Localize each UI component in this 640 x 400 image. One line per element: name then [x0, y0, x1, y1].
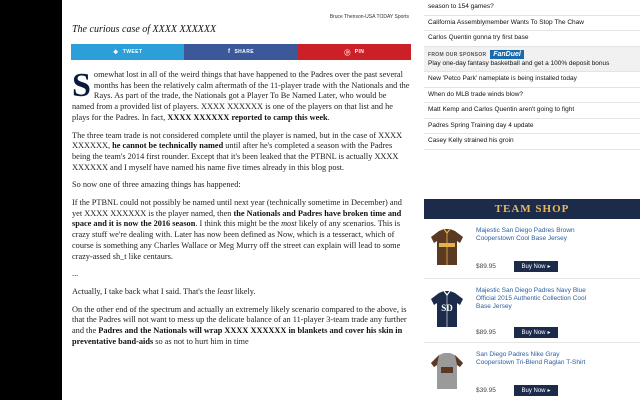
fanduel-logo: FanDuel [490, 50, 524, 59]
news-link[interactable]: When do MLB trade winds blow? [424, 88, 640, 104]
buy-now-button[interactable]: Buy Now ▸ [514, 385, 558, 396]
product-name[interactable]: Majestic San Diego Padres Brown Cooperstown Cool Base Jersey [476, 227, 575, 242]
article-body [72, 67, 410, 354]
team-shop [424, 199, 640, 400]
italic-text: most [281, 219, 297, 229]
news-link[interactable]: Casey Kelly strained his groin [424, 134, 640, 150]
share-bar [71, 44, 411, 60]
product-price: $89.95 [476, 263, 496, 270]
news-link[interactable]: Matt Kemp and Carlos Quentin aren't going to fight [424, 103, 640, 119]
team-shop-title: TEAM SHOP [494, 203, 570, 215]
paragraph-5: ... [72, 269, 79, 279]
news-link[interactable]: Padres Spring Training day 4 update [424, 119, 640, 135]
sidebar [424, 0, 640, 400]
buy-now-button[interactable]: Buy Now ▸ [514, 327, 558, 338]
pin-button[interactable] [298, 44, 411, 60]
drop-cap: S [72, 67, 91, 104]
twitter-icon: ❖ [113, 49, 119, 56]
arrow-right-icon: ▸ [547, 330, 551, 336]
news-link[interactable]: California Assemblymember Wants To Stop The Chaw [424, 16, 640, 32]
svg-text:SD: SD [441, 303, 453, 313]
product-name[interactable]: Majestic San Diego Padres Navy Blue Official 2015 Authentic Collection Cool Base Jersey [476, 287, 587, 310]
product-name[interactable]: San Diego Padres Nike Gray Cooperstown Tri-Blend Raglan T-Shirt [476, 351, 586, 366]
paragraph-1: Somewhat lost in all of the weird things that have happened to the Padres over the past several months has been the relatively calm aftermath of the 11-player trade with the Nationals and the Rays. As part of the trade, the Nationals got a Player To Be Named Later, who would be named from a provided list of players. XXXX XXXXXX is one of the players on that list and he plays for the Padres. In fact, XXXX XXXXXX reported to camp this week. [72, 67, 410, 122]
bold-text: XXXX XXXXXX reported to camp this week [167, 112, 328, 122]
product-price: $89.95 [476, 329, 496, 336]
pinterest-icon: Ⓟ [344, 50, 351, 57]
photo-credit: Bruce Thenson-USA TODAY Sports [329, 14, 409, 20]
facebook-share-button[interactable] [184, 44, 297, 60]
article-title: The curious case of XXXX XXXXXX [72, 24, 217, 35]
paragraph-7: On the other end of the spectrum and actually an extremely likely scenario compared to the above, is that the Padres will not want to mess up the delicate balance of an 11-player 3-team trade any further and the Padres and the Nationals will wrap XXXX XXXXXX in blankets and cover his skin in preventative band-aids so as not to hurt him in time [72, 304, 407, 346]
arrow-right-icon: ▸ [547, 388, 551, 394]
tweet-button[interactable] [71, 44, 184, 60]
bold-text: he cannot be technically named [112, 141, 224, 151]
paragraph-4: If the PTBNL could not possibly be named until next year (technically sometime in December) and yet XXXX XXXXXX is the player named, then the Nationals and Padres have broken time and space and it is now the 2016 season. I think this might be the most likely of any scenarios. This is crazy stuff we're dealing with. Later has now been defined as Now, which is a tesseract, which of course is something any Charles Wallace or Meg Murry off the street can explain will lead to some crazy-assed sh_t like centaurs. [72, 198, 402, 261]
paragraph-6: Actually, I take back what I said. That's the least likely. [72, 286, 256, 296]
product-item [424, 279, 640, 343]
bold-text: the Nationals and Padres have broken time and space and it is now the 2016 season [72, 208, 402, 229]
news-link[interactable]: New 'Petco Park' nameplate is being installed today [424, 72, 640, 88]
tweet-label: TWEET [122, 49, 143, 55]
article [62, 0, 411, 400]
share-label: SHARE [234, 49, 254, 55]
sponsor-text: Play one-day fantasy basketball and get a 100% deposit bonus [428, 59, 610, 67]
paragraph-2: The three team trade is not considered complete until the player is named, but in the case of XXXX XXXXXX, he cannot be technically named until after he's completed a season with the Padres being the team's 2014 first rounder. Except that it's been leaked that the PTBNL is actually XXXX XXXXXX and I myself have named his name five times already in this blog post. [72, 130, 403, 172]
product-price: $39.95 [476, 387, 496, 394]
paragraph-3: So now one of three amazing things has happened: [72, 180, 241, 190]
news-link[interactable]: Carlos Quentin gonna try first base [424, 31, 640, 47]
raglan-shirt-image[interactable] [430, 351, 464, 391]
facebook-icon: f [228, 49, 231, 55]
page [62, 0, 640, 400]
pin-label: PIN [354, 49, 365, 55]
product-item [424, 219, 640, 279]
news-link[interactable]: season to 154 games? [424, 0, 640, 16]
bold-text: Padres and the Nationals will wrap XXXX XXXXXX in blankets and cover his skin in preventative band-aids [72, 326, 403, 346]
italic-text: least [217, 286, 233, 296]
brown-jersey-image[interactable] [430, 227, 464, 267]
product-item [424, 343, 640, 400]
news-list [424, 0, 640, 150]
arrow-right-icon: ▸ [547, 264, 551, 270]
sponsor-promo[interactable] [424, 47, 640, 73]
buy-now-button[interactable]: Buy Now ▸ [514, 261, 558, 272]
navy-jersey-image[interactable] [430, 289, 464, 329]
sponsor-header: FROM OUR SPONSOR [428, 51, 487, 58]
team-shop-header [424, 199, 640, 219]
